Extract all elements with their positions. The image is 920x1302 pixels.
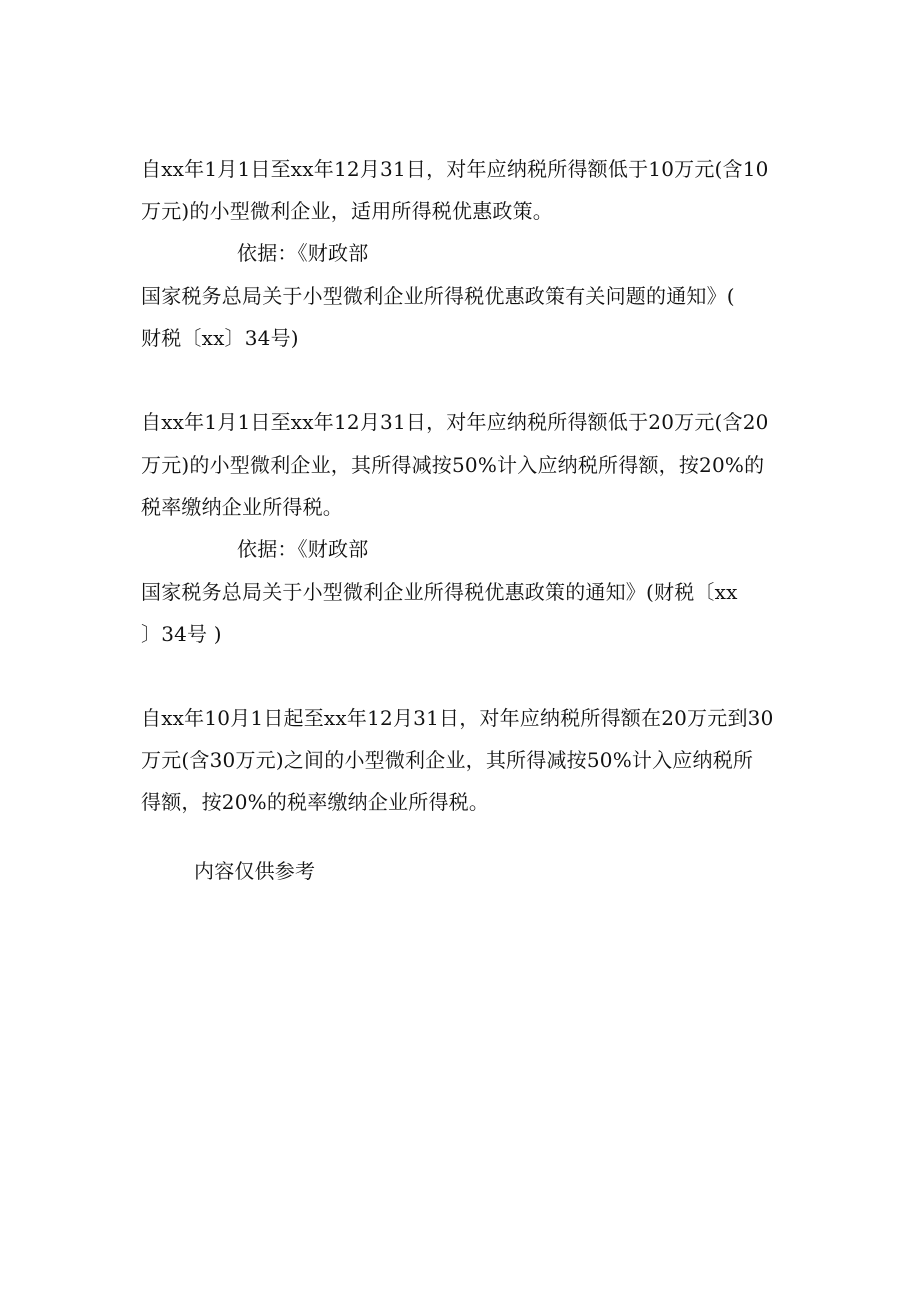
section1-text-line-2: 万元)的小型微利企业，适用所得税优惠政策。 bbox=[141, 199, 554, 223]
section2-reference-line-1: 国家税务总局关于小型微利企业所得税优惠政策的通知》(财税〔xx bbox=[141, 580, 738, 604]
section3-text-line-1: 自xx年10月1日起至xx年12月31日，对年应纳税所得额在20万元到30 bbox=[141, 706, 774, 730]
section2-text-line-1: 自xx年1月1日至xx年12月31日，对年应纳税所得额低于20万元(含20 bbox=[141, 410, 769, 434]
section2-text-line-2: 万元)的小型微利企业，其所得减按50%计入应纳税所得额，按20%的 bbox=[141, 453, 765, 477]
section3-text-line-2: 万元(含30万元)之间的小型微利企业，其所得减按50%计入应纳税所 bbox=[141, 748, 754, 772]
footer-note: 内容仅供参考 bbox=[194, 859, 316, 883]
section1-reference-line-2: 财税〔xx〕34号) bbox=[141, 326, 299, 350]
section2-reference-line-2: 〕34号 ) bbox=[141, 622, 222, 646]
section1-reference-line-1: 国家税务总局关于小型微利企业所得税优惠政策有关问题的通知》( bbox=[141, 284, 735, 308]
section2-text-line-3: 税率缴纳企业所得税。 bbox=[141, 495, 343, 519]
section1-basis: 依据：《财政部 bbox=[237, 241, 369, 265]
section2-basis: 依据：《财政部 bbox=[237, 537, 369, 561]
section1-text-line-1: 自xx年1月1日至xx年12月31日，对年应纳税所得额低于10万元(含10 bbox=[141, 157, 769, 181]
section3-text-line-3: 得额，按20%的税率缴纳企业所得税。 bbox=[141, 790, 490, 814]
